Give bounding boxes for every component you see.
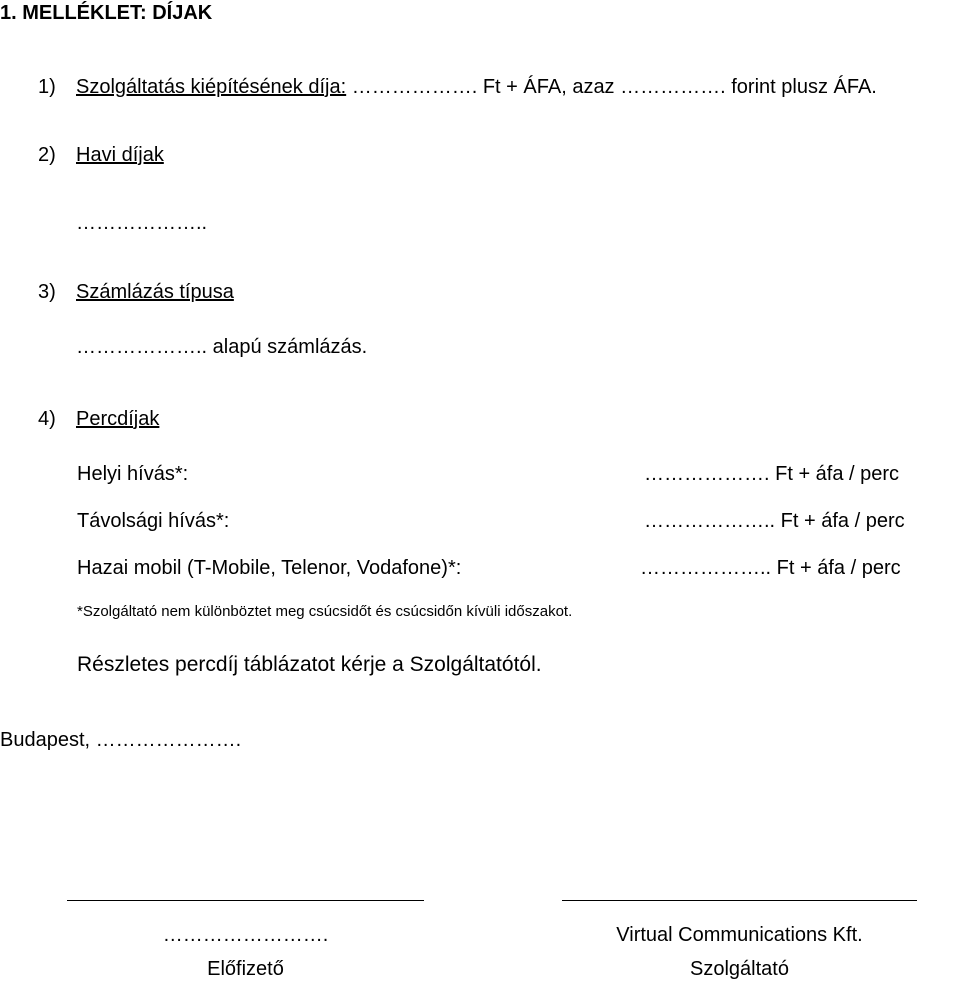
item-3-value: ……………….. alapú számlázás. bbox=[76, 336, 368, 358]
item-2-heading: Havi díjak bbox=[76, 144, 164, 166]
item-4-heading: Percdíjak bbox=[76, 408, 160, 430]
item-2-number: 2) bbox=[38, 144, 56, 166]
subscriber-role: Előfizető bbox=[207, 958, 284, 980]
item-3-number: 3) bbox=[38, 281, 56, 303]
item-1 bbox=[38, 76, 877, 99]
rate-local-price: ………………. Ft + áfa / perc bbox=[644, 463, 900, 485]
place-date: Budapest, …………………. bbox=[0, 729, 242, 751]
item-2-value: ……………….. bbox=[76, 212, 208, 234]
item-1-number: 1) bbox=[38, 76, 56, 98]
rate-local-label: Helyi hívás*: bbox=[77, 463, 189, 485]
item-3-heading: Számlázás típusa bbox=[76, 281, 234, 303]
rate-long-distance-price: ……………….. Ft + áfa / perc bbox=[644, 510, 905, 532]
item-4-number: 4) bbox=[38, 408, 56, 430]
item-2 bbox=[38, 144, 164, 167]
provider-role: Szolgáltató bbox=[690, 958, 789, 980]
rate-long-distance-label: Távolsági hívás*: bbox=[77, 510, 230, 532]
signature-line-provider bbox=[562, 900, 917, 901]
provider-name: Virtual Communications Kft. bbox=[616, 924, 863, 946]
item-3 bbox=[38, 281, 234, 304]
details-note: Részletes percdíj táblázatot kérje a Szolgáltatótól. bbox=[77, 653, 542, 676]
item-1-heading: Szolgáltatás kiépítésének díja: bbox=[76, 76, 347, 98]
rate-mobile-label: Hazai mobil (T-Mobile, Telenor, Vodafone)*: bbox=[77, 557, 462, 579]
page-title: 1. MELLÉKLET: DÍJAK bbox=[0, 2, 213, 24]
item-4 bbox=[38, 408, 159, 431]
item-1-rest: ………………. Ft + ÁFA, azaz ……………. forint plusz ÁFA. bbox=[346, 76, 877, 98]
rate-mobile-price: ……………….. Ft + áfa / perc bbox=[640, 557, 901, 579]
subscriber-name: ……………………. bbox=[162, 924, 329, 946]
signature-line-subscriber bbox=[67, 900, 424, 901]
footnote: *Szolgáltató nem különböztet meg csúcsidőt és csúcsidőn kívüli időszakot. bbox=[77, 603, 573, 620]
